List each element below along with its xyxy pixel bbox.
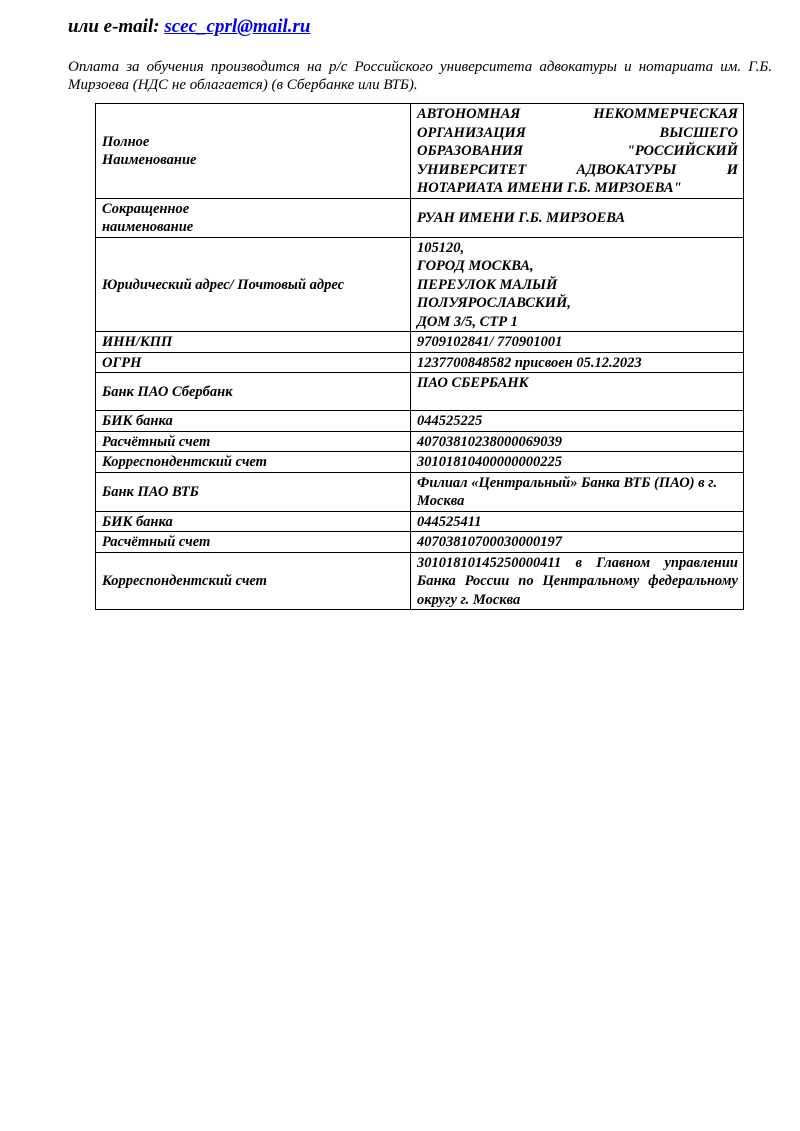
sber-bik-value: 044525225 [411, 411, 744, 432]
email-line [68, 16, 310, 38]
table-row-full-name [96, 104, 744, 199]
table-row-sber-account [96, 431, 744, 452]
table-row-sber-corr [96, 452, 744, 473]
payment-note: Оплата за обучения производится на р/с Российского университета адвокатуры и нотариата им. Г.Б. Мирзоева (НДС не облагается) (в Сбербанке или ВТБ). [68, 59, 772, 93]
sber-account-value: 40703810238000069039 [411, 431, 744, 452]
email-prefix: или e-mail: [68, 16, 165, 37]
inn-kpp-value: 9709102841/ 770901001 [411, 332, 744, 353]
table-row-sber-bank [96, 373, 744, 411]
requisites-table [95, 103, 744, 610]
address-value: 105120, ГОРОД МОСКВА, ПЕРЕУЛОК МАЛЫЙ ПОЛУЯРОСЛАВСКИЙ, ДОМ 3/5, СТР 1 [411, 237, 744, 332]
ogrn-value: 1237700848582 присвоен 05.12.2023 [411, 352, 744, 373]
table-row-short-name [96, 198, 744, 237]
vtb-account-value: 40703810700030000197 [411, 532, 744, 553]
short-name-label: Сокращенное наименование [96, 198, 411, 237]
vtb-corr-label: Корреспондентский счет [96, 552, 411, 610]
sber-corr-value: 30101810400000000225 [411, 452, 744, 473]
table-row-vtb-corr [96, 552, 744, 610]
table-row-ogrn [96, 352, 744, 373]
email-link[interactable]: scec_cprl@mail.ru [164, 16, 311, 37]
table-row-address [96, 237, 744, 332]
sber-bank-value: ПАО СБЕРБАНК [411, 373, 744, 411]
short-name-value: РУАН ИМЕНИ Г.Б. МИРЗОЕВА [411, 198, 744, 237]
full-name-label: Полное Наименование [96, 104, 411, 199]
vtb-corr-value: 30101810145250000411 в Главном управлении Банка России по Центральному федеральному округу г. Москва [411, 552, 744, 610]
full-name-value: АВТОНОМНАЯ НЕКОММЕРЧЕСКАЯ ОРГАНИЗАЦИЯ ВЫСШЕГО ОБРАЗОВАНИЯ "РОССИЙСКИЙ УНИВЕРСИТЕТ АДВОКАТУРЫ И НОТАРИАТА ИМЕНИ Г.Б. МИРЗОЕВА" [411, 104, 744, 199]
vtb-bank-label: Банк ПАО ВТБ [96, 472, 411, 511]
sber-bank-label: Банк ПАО Сбербанк [96, 373, 411, 411]
sber-corr-label: Корреспондентский счет [96, 452, 411, 473]
table-row-vtb-bank [96, 472, 744, 511]
ogrn-label: ОГРН [96, 352, 411, 373]
address-label: Юридический адрес/ Почтовый адрес [96, 237, 411, 332]
sber-bik-label: БИК банка [96, 411, 411, 432]
sber-account-label: Расчётный счет [96, 431, 411, 452]
vtb-account-label: Расчётный счет [96, 532, 411, 553]
vtb-bik-value: 044525411 [411, 511, 744, 532]
table-row-inn-kpp [96, 332, 744, 353]
table-row-sber-bik [96, 411, 744, 432]
vtb-bank-value: Филиал «Центральный» Банка ВТБ (ПАО) в г. Москва [411, 472, 744, 511]
table-row-vtb-account [96, 532, 744, 553]
vtb-bik-label: БИК банка [96, 511, 411, 532]
inn-kpp-label: ИНН/КПП [96, 332, 411, 353]
table-row-vtb-bik [96, 511, 744, 532]
